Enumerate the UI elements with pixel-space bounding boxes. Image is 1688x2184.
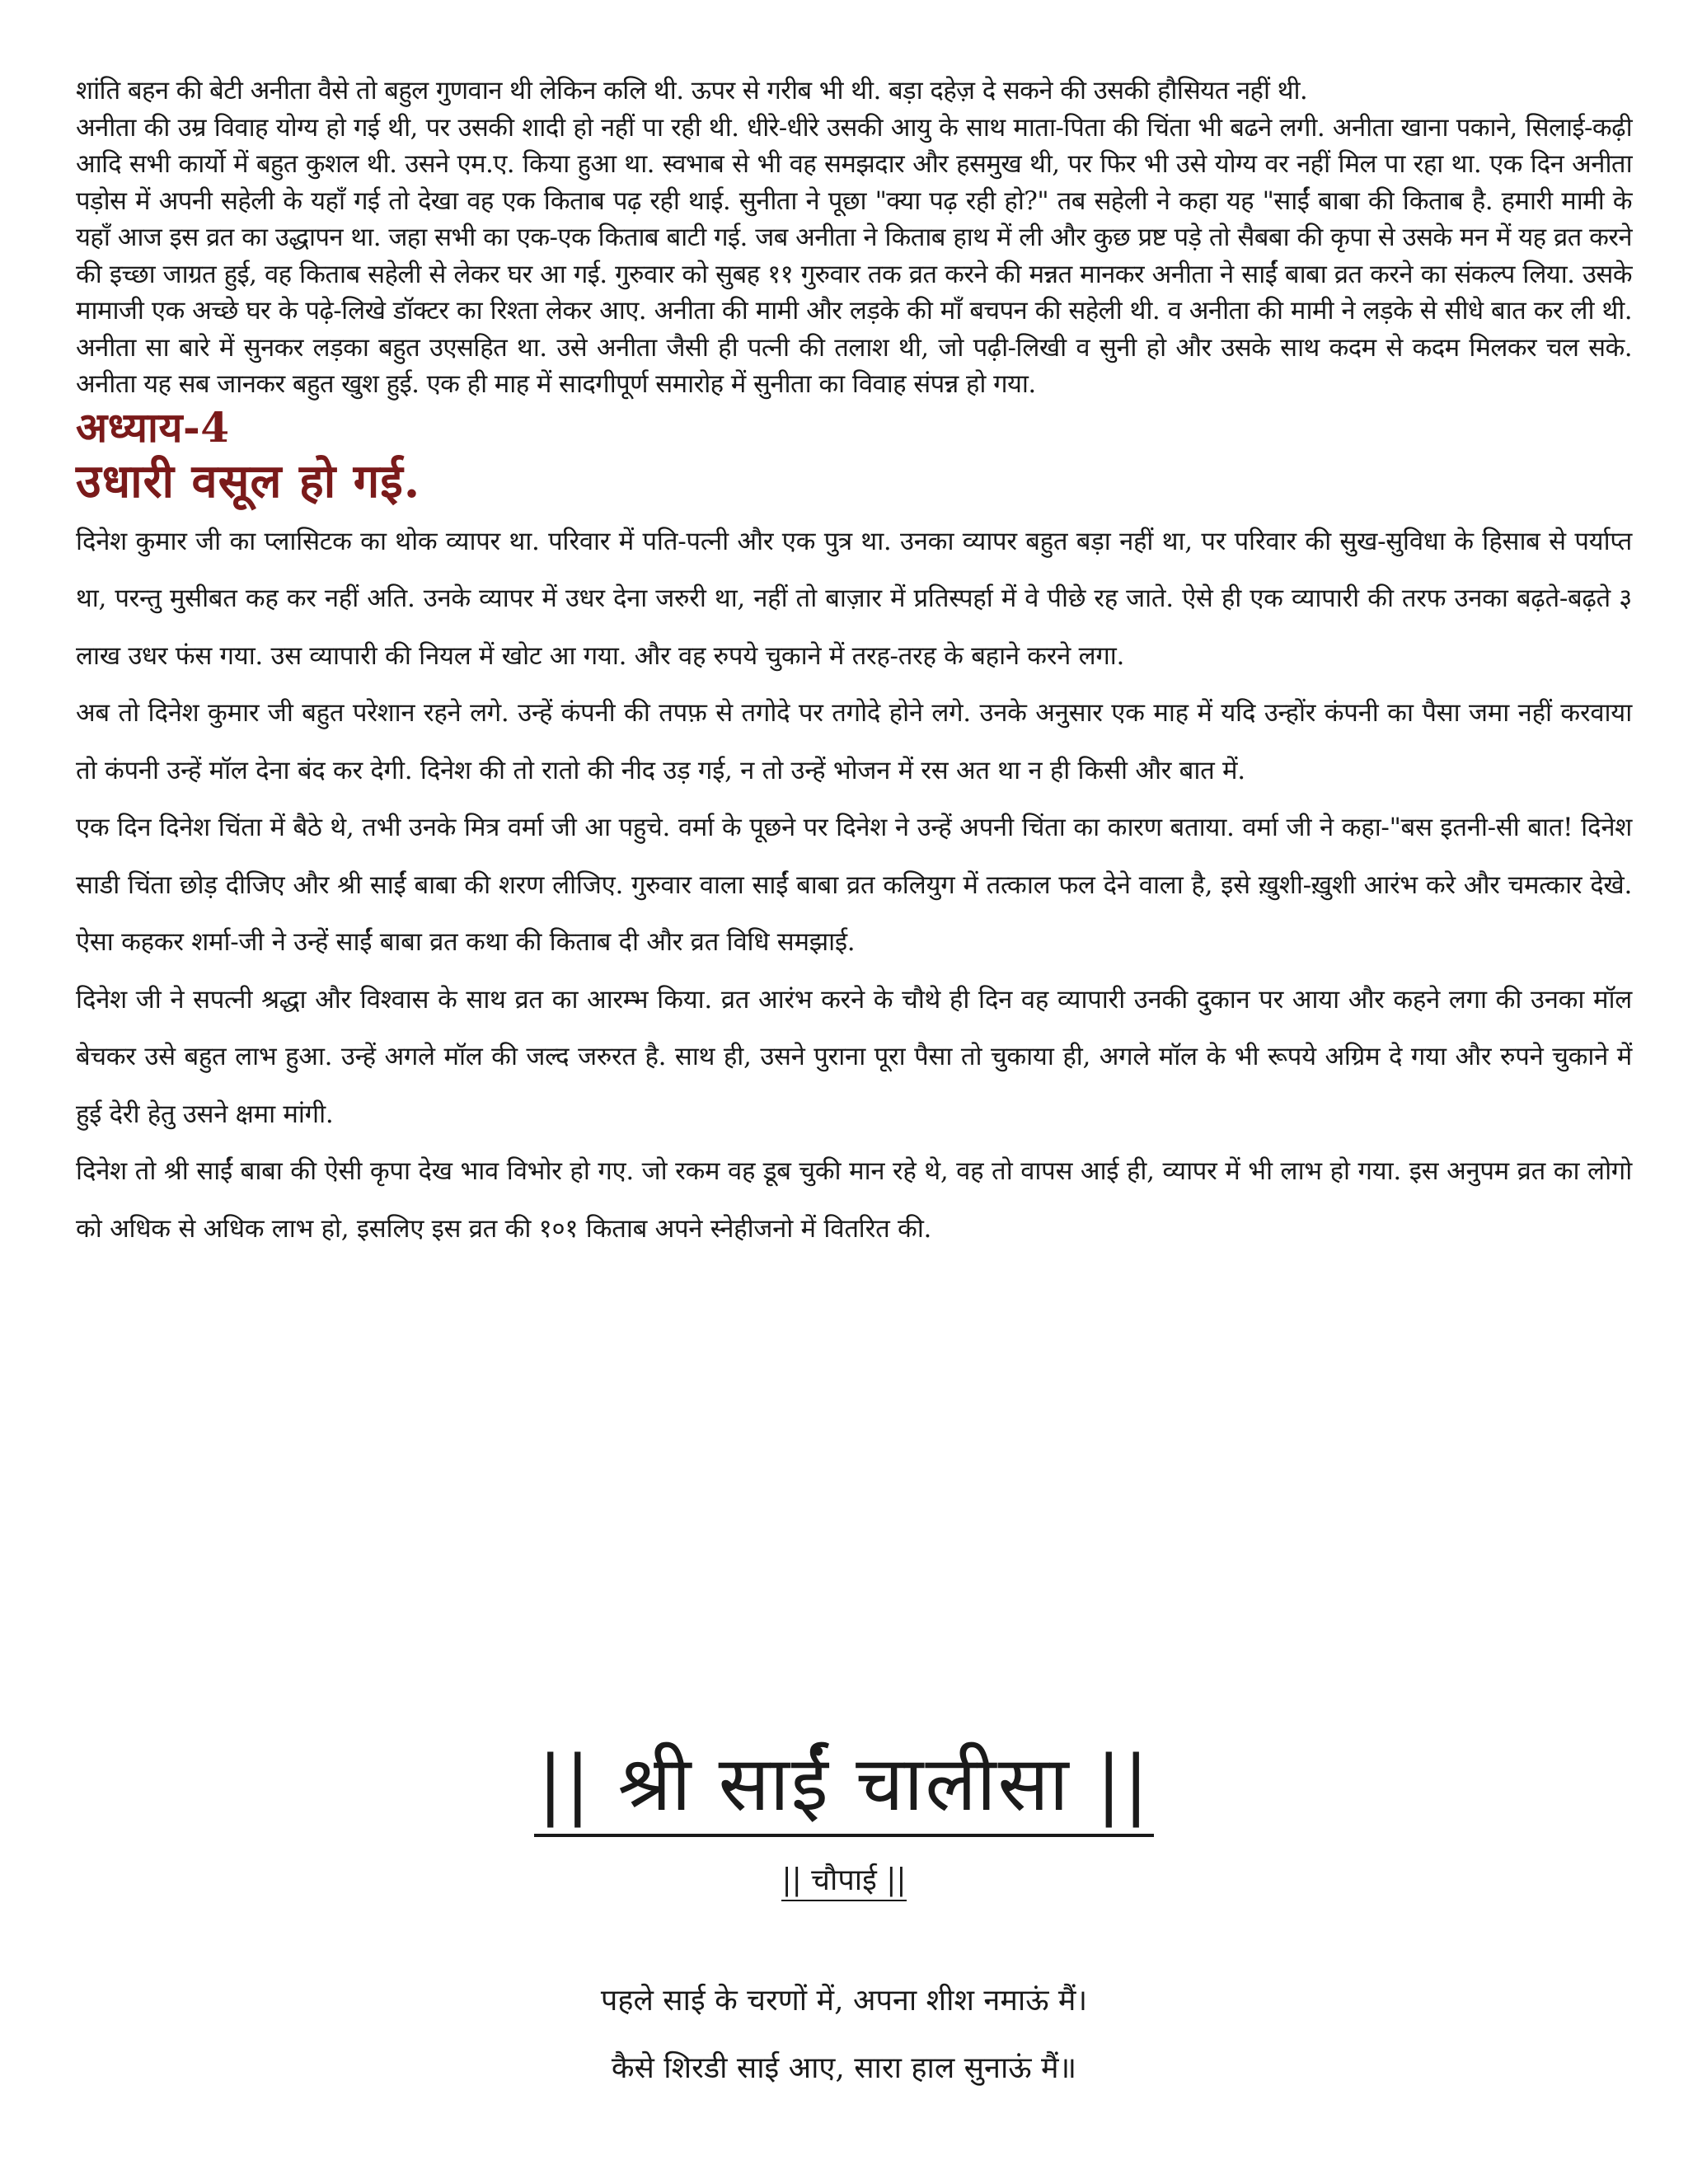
story-paragraph-3: एक दिन दिनेश चिंता में बैठे थे, तभी उनके मित्र वर्मा जी आ पहुचे. वर्मा के पूछने पर दिनेश ने उन्हें अपनी चिंता का कारण बताया. वर्मा जी ने कहा-"बस इतनी-सी बात! दिनेश साडी चिंता छोड़ दीजिए और श्री साईं बाबा की शरण लीजिए. गुरुवार वाला साईं बाबा व्रत कलियुग में तत्काल फल देने वाला है, इसे ख़ुशी-ख़ुशी आरंभ करे और चमत्कार देखे. ऐसा कहकर शर्मा-जी ने उन्हें साईं बाबा व्रत कथा की किताब दी और व्रत विधि समझाई. [76,813,1632,957]
story-paragraph-1: दिनेश कुमार जी का प्लासिटक का थोक व्यापर था. परिवार में पति-पत्नी और एक पुत्र था. उनका व्यापर बहुत बड़ा नहीं था, पर परिवार की सुख-सुविधा के हिसाब से पर्याप्त था, परन्तु मुसीबत कह कर नहीं अति. उनके व्यापर में उधर देना जरुरी था, नहीं तो बाज़ार में प्रतिस्पर्हा में वे पीछे रह जाते. ऐसे ही एक व्यापारी की तरफ उनका बढ़ते-बढ़ते ३ लाख उधर फंस गया. उस व्यापारी की नियल में खोट आ गया. और वह रुपये चुकाने में तरह-तरह के बहाने करने लगा. [76,526,1632,671]
story-section [76,513,1632,1258]
intro-section [76,73,1632,403]
document-page [76,73,1632,1258]
chalisa-verses [0,1967,1688,2102]
intro-paragraph-1: शांति बहन की बेटी अनीता वैसे तो बहुल गुणवान थी लेकिन कलि थी. ऊपर से गरीब भी थी. बड़ा दहेज़ दे सकने की उसकी हौसियत नहीं थी. [76,76,1308,105]
chalisa-section [0,1735,1688,2102]
story-paragraph-5: दिनेश तो श्री साईं बाबा की ऐसी कृपा देख भाव विभोर हो गए. जो रकम वह डूब चुकी मान रहे थे, वह तो वापस आई ही, व्यापर में भी लाभ हो गया. इस अनुपम व्रत का लोगो को अधिक से अधिक लाभ हो, इसलिए इस व्रत की १०१ किताब अपने स्नेहीजनो में वितरित की. [76,1156,1632,1244]
intro-paragraph-2: अनीता की उम्र विवाह योग्य हो गई थी, पर उसकी शादी हो नहीं पा रही थी. धीरे-धीरे उसकी आयु के साथ माता-पिता की चिंता भी बढने लगी. अनीता खाना पकाने, सिलाई-कढ़ी आदि सभी कार्यो में बहुत कुशल थी. उसने एम.ए. किया हुआ था. स्वभाब से भी वह समझदार और हसमुख थी, पर फिर भी उसे योग्य वर नहीं मिल पा रहा था. एक दिन अनीता पड़ोस में अपनी सहेली के यहाँ गई तो देखा वह एक किताब पढ़ रही थाई. सुनीता ने पूछा "क्या पढ़ रही हो?" तब सहेली ने कहा यह "साईं बाबा की किताब है. हमारी मामी के यहाँ आज इस व्रत का उद्धापन था. जहा सभी का एक-एक किताब बाटी गई. जब अनीता ने किताब हाथ में ली और कुछ प्रष्ट पड़े तो सैबबा की कृपा से उसके मन में यह व्रत करने की इच्छा जाग्रत हुई, वह किताब सहेली से लेकर घर आ गई. गुरुवार को सुबह ११ गुरुवार तक व्रत करने की मन्नत मानकर अनीता ने साईं बाबा व्रत करने का संकल्प लिया. उसके मामाजी एक अच्छे घर के पढ़े-लिखे डॉक्टर का रिश्ता लेकर आए. अनीता की मामी और लड़के की माँ बचपन की सहेली थी. व अनीता की मामी ने लड़के से सीधे बात कर ली थी. अनीता सा बारे में सुनकर लड़का बहुत उएसहित था. उसे अनीता जैसी ही पत्नी की तलाश थी, जो पढ़ी-लिखी व सुनी हो और उसके साथ कदम से कदम मिलकर चल सके. अनीता यह सब जानकर बहुत खुश हुई. एक ही माह में सादगीपूर्ण समारोह में सुनीता का विवाह संपन्न हो गया. [76,112,1632,399]
chalisa-title: || श्री साईं चालीसा || [534,1735,1154,1837]
chalisa-subtitle: || चौपाई || [781,1862,906,1901]
verse-line-2: कैसे शिरडी साई आए, सारा हाल सुनाऊं मैं॥ [611,2051,1077,2085]
chapter-title: उधारी वसूल हो गई. [76,453,421,509]
story-paragraph-2: अब तो दिनेश कुमार जी बहुत परेशान रहने लगे. उन्हें कंपनी की तपफ़ से तगोदे पर तगोदे होने लगे. उनके अनुसार एक माह में यदि उन्होंर कंपनी का पैसा जमा नहीं करवाया तो कंपनी उन्हें मॉल देना बंद कर देगी. दिनेश की तो रातो की नीद उड़ गई, न तो उन्हें भोजन में रस अत था न ही किसी और बात में. [76,698,1632,785]
chapter-label: अध्याय-4 [76,402,230,452]
story-paragraph-4: दिनेश जी ने सपत्नी श्रद्धा और विश्वास के साथ व्रत का आरम्भ किया. व्रत आरंभ करने के चौथे ही दिन वह व्यापारी उनकी दुकान पर आया और कहने लगा की उनका मॉल बेचकर उसे बहुत लाभ हुआ. उन्हें अगले मॉल की जल्द जरुरत है. साथ ही, उसने पुराना पूरा पैसा तो चुकाया ही, अगले मॉल के भी रूपये अग्रिम दे गया और रुपने चुकाने में हुई देरी हेतु उसने क्षमा मांगी. [76,984,1632,1129]
verse-line-1: पहले साई के चरणों में, अपना शीश नमाऊं मैं। [600,1984,1088,2018]
